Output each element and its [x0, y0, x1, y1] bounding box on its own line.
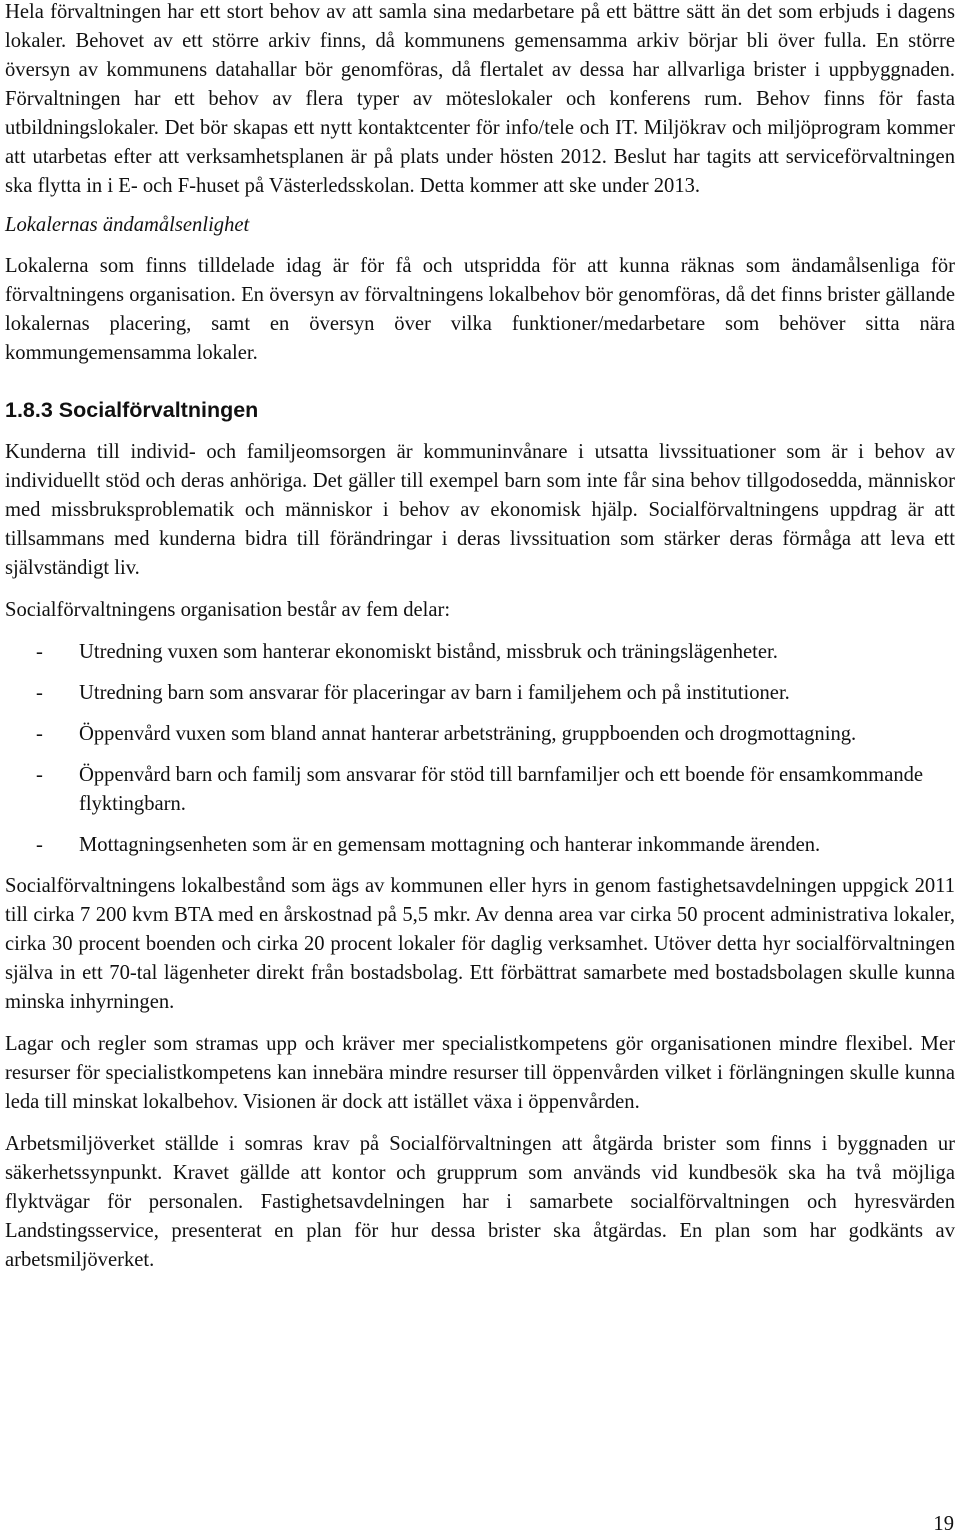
list-item [5, 679, 955, 708]
subheading: Lokalernas ändamålsenlighet [5, 214, 250, 236]
list-marker: - [36, 723, 43, 745]
body-paragraph: Arbetsmiljöverket ställde i somras krav på Socialförvaltningen att åtgärda brister som finns i byggnaden ur säkerhetssynpunkt. Kravet gällde att kontor och grupprum som används vid kundbesök ska ha två möjliga flyktvägar för personalen. Fastighetsavdelningen har i samarbete socialförvaltningen och hyresvärden Landstingsservice, presenterat en plan för hur dessa brister ska åtgärdas. En plan som har godkänts av arbetsmiljöverket. [5, 1133, 955, 1271]
list-marker: - [36, 764, 43, 786]
page-number: 19 [933, 1513, 954, 1535]
section-heading: 1.8.3 Socialförvaltningen [5, 398, 259, 422]
list-item [5, 638, 955, 667]
list-marker: - [36, 834, 43, 856]
body-paragraph: Lokalerna som finns tilldelade idag är för få och utspridda för att kunna räknas som ändamålsenliga för förvaltningens organisation. En översyn av förvaltningens lokalbehov bör genomföras, då det finns brister gällande lokalernas placering, samt en översyn över vilka funktioner/medarbetare som behöver sitta nära kommungemensamma lokaler. [5, 255, 955, 364]
list-item-text: Öppenvård vuxen som bland annat hanterar arbetsträning, gruppboenden och drogmottagning. [79, 723, 857, 745]
list-item-text: Öppenvård barn och familj som ansvarar för stöd till barnfamiljer och ett boende för ensamkommande flyktingbarn. [79, 764, 924, 815]
list-item-text: Mottagningsenheten som är en gemensam mottagning och hanterar inkommande ärenden. [79, 834, 821, 856]
list-item [5, 761, 955, 819]
body-paragraph: Hela förvaltningen har ett stort behov av att samla sina medarbetare på ett bättre sätt än det som erbjuds i dagens lokaler. Behovet av ett större arkiv finns, då kommunens gemensamma arkiv börjar bli över fulla. En större översyn av kommunens datahallar bör genomföras, då flertalet av dessa har allvarliga brister i uppbyggnaden. Förvaltningen har ett behov av flera typer av möteslokaler och konferens rum. Behov finns för fasta utbildningslokaler. Det bör skapas ett nytt kontaktcenter för info/tele och IT. Miljökrav och miljöprogram kommer att utarbetas efter att verksamhetsplanen är på plats under hösten 2012. Beslut har tagits att serviceförvaltningen ska flytta in i E- och F-huset på Västerledsskolan. Detta kommer att ske under 2013. [5, 1, 955, 197]
list-item [5, 720, 955, 749]
list-item-text: Utredning barn som ansvarar för placeringar av barn i familjehem och på institutioner. [79, 682, 790, 704]
list-marker: - [36, 682, 43, 704]
organisation-list [5, 638, 955, 860]
body-paragraph: Socialförvaltningens lokalbestånd som ägs av kommunen eller hyrs in genom fastighetsavdelningen uppgick 2011 till cirka 7 200 kvm BTA med en årskostnad på 5,5 mkr. Av denna area var cirka 50 procent administrativa lokaler, cirka 30 procent boenden och cirka 20 procent lokaler för daglig verksamhet. Utöver detta hyr socialförvaltningen själva in ett 70-tal lägenheter direkt från bostadsbolag. Ett förbättrat samarbete med bostadsbolagen skulle kunna minska inhyrningen. [5, 875, 955, 1013]
list-item-text: Utredning vuxen som hanterar ekonomiskt bistånd, missbruk och träningslägenheter. [79, 641, 778, 663]
list-marker: - [36, 641, 43, 663]
organisation-intro: Socialförvaltningens organisation består av fem delar: [5, 599, 451, 621]
list-item [5, 831, 955, 860]
document-page [5, 0, 955, 1275]
body-paragraph: Lagar och regler som stramas upp och kräver mer specialistkompetens gör organisationen mindre flexibel. Mer resurser för specialistkompetens kan innebära mindre resurser till öppenvården vilket i förlängningen skulle kunna leda till minskat lokalbehov. Visionen är dock att istället växa i öppenvården. [5, 1033, 955, 1113]
section-intro-paragraph: Kunderna till individ- och familjeomsorgen är kommuninvånare i utsatta livssituationer som är i behov av individuellt stöd och deras anhöriga. Det gäller till exempel barn som inte får sina behov tillgodosedda, människor med missbruksproblematik och människor i behov av ekonomisk hjälp. Socialförvaltningens uppdrag är att tillsammans med kunderna bidra till förändringar i deras livssituation som stärker deras förmåga att leva ett självständigt liv. [5, 441, 955, 579]
